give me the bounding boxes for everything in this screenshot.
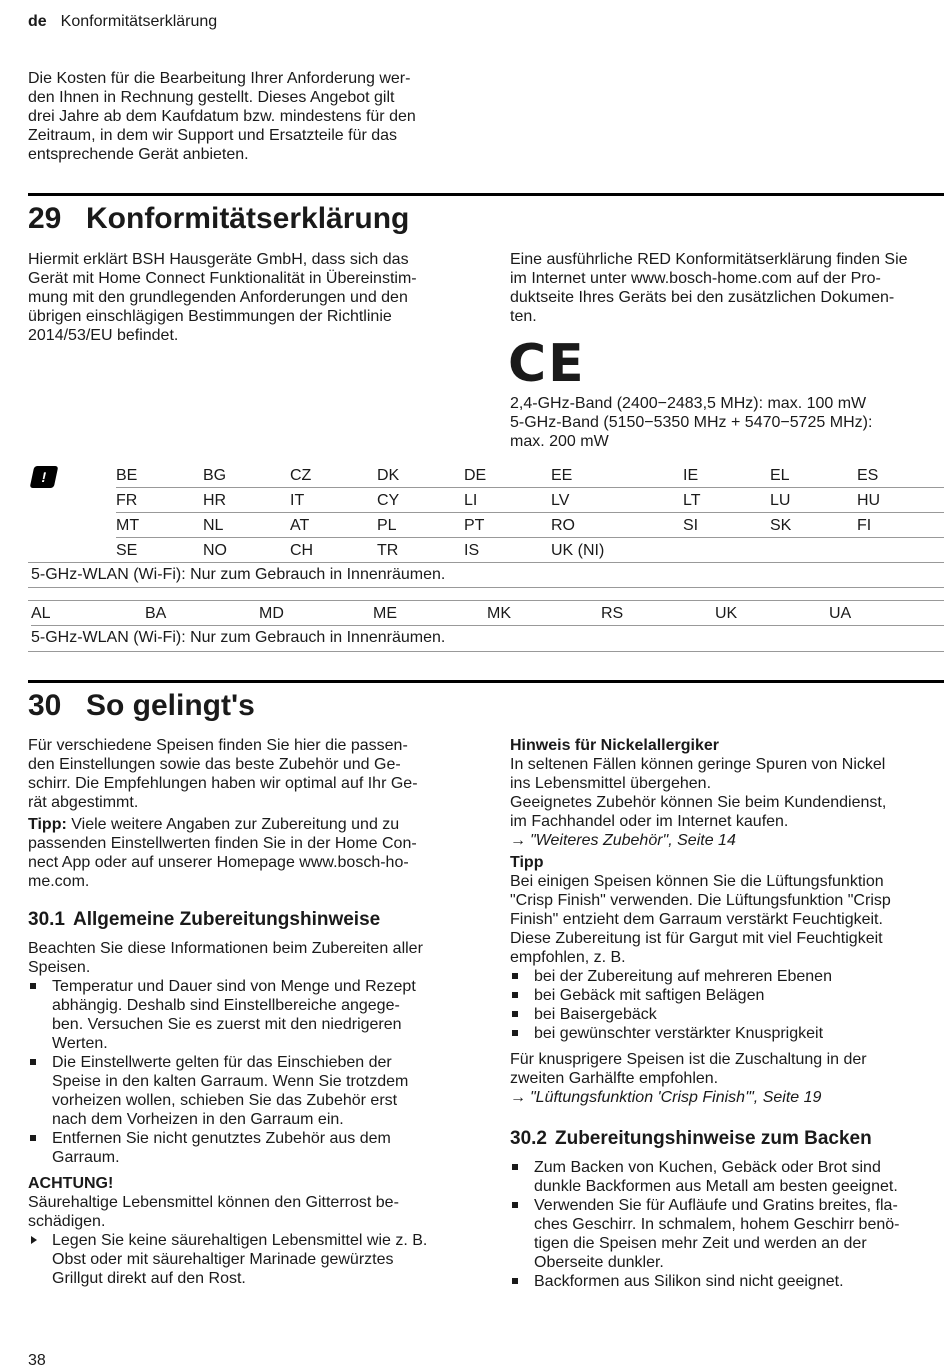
list-item xyxy=(28,977,468,1053)
text-line: Garraum. xyxy=(52,1149,120,1166)
country-code: TR xyxy=(377,541,399,559)
tip-heading: Tipp xyxy=(510,854,544,871)
section-rule xyxy=(28,680,944,683)
list-item xyxy=(510,1196,944,1272)
caution-label: ACHTUNG! xyxy=(28,1175,114,1192)
frequency-bands xyxy=(510,394,940,451)
conformity-right-text xyxy=(510,250,946,326)
text-line: Für knusprigere Speisen ist die Zuschaltung in der xyxy=(510,1051,867,1068)
text-line: Für verschiedene Speisen finden Sie hier die passen- xyxy=(28,737,408,754)
list-item xyxy=(28,1231,468,1288)
country-code: FR xyxy=(116,491,138,509)
country-code: PT xyxy=(464,516,485,534)
country-code: CZ xyxy=(290,466,312,484)
text-line: Grillgut direkt auf den Rost. xyxy=(52,1270,246,1287)
band-line: max. 200 mW xyxy=(510,433,609,450)
subsection-30-1-heading xyxy=(28,908,468,932)
sub1-intro xyxy=(28,939,468,977)
text-line: den Einstellungen sowie das beste Zubehör und Ge- xyxy=(28,756,401,773)
text-line: duktseite Ihres Geräts bei den zusätzlichen Dokumen- xyxy=(510,289,895,306)
text-line: übrigen einschlägigen Bestimmungen der Richtlinie xyxy=(28,308,392,325)
country-code: AT xyxy=(290,516,310,534)
country-code: MT xyxy=(116,516,140,534)
country-code: IE xyxy=(683,466,699,484)
country-code: EE xyxy=(551,466,573,484)
text-line: Speisen. xyxy=(28,959,91,976)
text-line: Speise in den kalten Garraum. Wenn Sie trotzdem xyxy=(52,1073,409,1090)
text-line: Geeignetes Zubehör können Sie beim Kundendienst, xyxy=(510,794,887,811)
country-code: NO xyxy=(203,541,227,559)
country-code: UK xyxy=(715,604,738,622)
text-line: Backformen aus Silikon sind nicht geeignet. xyxy=(534,1273,844,1290)
nickel-text xyxy=(510,755,944,831)
country-code: DK xyxy=(377,466,400,484)
text-line: "Crisp Finish" verwenden. Die Lüftungsfunktion "Crisp xyxy=(510,892,891,909)
text-line: Entfernen Sie nicht genutztes Zubehör aus dem xyxy=(52,1130,391,1147)
text-line: ten. xyxy=(510,308,537,325)
country-code: AL xyxy=(31,604,51,622)
country-code: MK xyxy=(487,604,511,622)
country-code: FI xyxy=(857,516,872,534)
country-code: DE xyxy=(464,466,487,484)
country-row xyxy=(116,463,944,488)
text-line: ches Geschirr. In schmalem, hohem Geschirr benö- xyxy=(534,1216,900,1233)
arrow-right-icon: → xyxy=(510,1089,526,1106)
subsection-title: Allgemeine Zubereitungshinweise xyxy=(72,909,381,930)
sub2-bullet-list xyxy=(510,1158,944,1291)
country-code: ES xyxy=(857,466,879,484)
list-item xyxy=(28,1129,468,1167)
country-code: EL xyxy=(770,466,790,484)
country-code: IT xyxy=(290,491,305,509)
text-line: schirr. Die Empfehlungen haben wir optimal auf Ihr Ge- xyxy=(28,775,418,792)
eu-wlan-note: 5-GHz-WLAN (Wi-Fi): Nur zum Gebrauch in Innenräumen. xyxy=(31,566,446,583)
country-code: LI xyxy=(464,491,478,509)
country-code: SK xyxy=(770,516,792,534)
cross-reference-link[interactable] xyxy=(510,831,944,850)
text-line: Finish" entzieht dem Garraum verstärkt Feuchtigkeit. xyxy=(510,911,883,928)
tip-bullet-list xyxy=(510,967,944,1043)
nickel-heading: Hinweis für Nickelallergiker xyxy=(510,737,719,754)
header-title: Konformitätserklärung xyxy=(60,13,218,30)
country-row xyxy=(116,538,944,563)
text-line: dunkle Backformen aus Metall am besten geeignet. xyxy=(534,1178,898,1195)
tip-text xyxy=(510,872,944,967)
caution-action-list xyxy=(28,1231,468,1288)
page-header xyxy=(28,12,217,31)
text-line: In seltenen Fällen können geringe Spuren von Nickel xyxy=(510,756,886,773)
text-line: Gerät mit Home Connect Funktionalität in Übereinstim- xyxy=(28,270,417,287)
text-line: rät abgestimmt. xyxy=(28,794,139,811)
country-code: PL xyxy=(377,516,397,534)
tip-paragraph xyxy=(28,815,468,891)
country-code: BG xyxy=(203,466,227,484)
country-code: BA xyxy=(145,604,167,622)
sub1-bullet-list xyxy=(28,977,468,1167)
text-line: empfohlen, z. B. xyxy=(510,949,626,966)
text-line: im Fachhandel oder im Internet kaufen. xyxy=(510,813,789,830)
language-code: de xyxy=(28,13,47,30)
section30-intro xyxy=(28,736,468,812)
section-title: So gelingt's xyxy=(86,689,255,722)
text-line: Beachten Sie diese Informationen beim Zubereiten aller xyxy=(28,940,423,957)
conformity-left-text xyxy=(28,250,468,345)
text-line: Verwenden Sie für Aufläufe und Gratins breites, fla- xyxy=(534,1197,898,1214)
text-line: nect App oder auf unserer Homepage www.bosch-ho- xyxy=(28,854,409,871)
country-code: HR xyxy=(203,491,227,509)
text-line: Obst oder mit säurehaltiger Marinade gewürztes xyxy=(52,1251,394,1268)
table-divider xyxy=(28,651,944,652)
text-line: Oberseite dunkler. xyxy=(534,1254,664,1271)
country-code: LT xyxy=(683,491,701,509)
text-line: zweiten Garhälfte empfohlen. xyxy=(510,1070,719,1087)
page-number: 38 xyxy=(28,1352,46,1369)
tip-after-text xyxy=(510,1050,944,1088)
text-line: schädigen. xyxy=(28,1213,106,1230)
text-line: Werten. xyxy=(52,1035,108,1052)
text-line: Die Einstellwerte gelten für das Einschieben der xyxy=(52,1054,392,1071)
country-code: IS xyxy=(464,541,480,559)
country-row xyxy=(31,601,944,626)
text-line: vorheizen wollen, schieben Sie das Zubehör erst xyxy=(52,1092,398,1109)
eu-country-table xyxy=(116,463,944,562)
text-line: im Internet unter www.bosch-home.com auf der Pro- xyxy=(510,270,881,287)
subsection-number: 30.2 xyxy=(510,1128,547,1149)
subsection-title: Zubereitungshinweise zum Backen xyxy=(554,1128,872,1149)
list-item xyxy=(510,1272,944,1291)
country-code: MD xyxy=(259,604,284,622)
table-divider xyxy=(28,562,944,563)
text-line: me.com. xyxy=(28,873,90,890)
text-line: Viele weitere Angaben zur Zubereitung und zu xyxy=(66,816,400,833)
country-code: CH xyxy=(290,541,314,559)
band-line: 5-GHz-Band (5150−5350 MHz + 5470−5725 MHz): xyxy=(510,414,873,431)
xref-text: "Lüftungsfunktion 'Crisp Finish'", Seite 19 xyxy=(530,1089,822,1106)
exclamation-warning-icon: ! xyxy=(30,466,59,488)
text-line: passenden Einstellwerten finden Sie in der Home Con- xyxy=(28,835,417,852)
list-item: bei Baisergebäck xyxy=(510,1005,944,1024)
other-country-table xyxy=(31,601,944,626)
country-code: LU xyxy=(770,491,791,509)
section-title: Konformitätserklärung xyxy=(86,202,410,235)
list-item xyxy=(510,1158,944,1196)
subsection-30-2-heading xyxy=(510,1127,944,1151)
text-line: Säurehaltige Lebensmittel können den Gitterrost be- xyxy=(28,1194,399,1211)
country-code: ME xyxy=(373,604,397,622)
list-item: bei der Zubereitung auf mehreren Ebenen xyxy=(510,967,944,986)
text-line: ben. Versuchen Sie es zuerst mit den niedrigeren xyxy=(52,1016,402,1033)
country-code: RO xyxy=(551,516,575,534)
section-number: 29 xyxy=(28,202,62,235)
country-row xyxy=(116,513,944,538)
country-code: HU xyxy=(857,491,881,509)
caution-text xyxy=(28,1193,468,1231)
country-code: UK (NI) xyxy=(551,541,605,559)
text-line: Temperatur und Dauer sind von Menge und Rezept xyxy=(52,978,416,995)
text-line: Hiermit erklärt BSH Hausgeräte GmbH, dass sich das xyxy=(28,251,409,268)
section-30-heading xyxy=(28,688,255,724)
text-line: abhängig. Deshalb sind Einstellbereiche angege- xyxy=(52,997,400,1014)
country-code: NL xyxy=(203,516,224,534)
country-code: SE xyxy=(116,541,138,559)
other-wlan-note: 5-GHz-WLAN (Wi-Fi): Nur zum Gebrauch in Innenräumen. xyxy=(31,629,446,646)
text-line: ins Lebensmittel übergehen. xyxy=(510,775,712,792)
left-column xyxy=(28,736,468,1288)
text-line: nach dem Vorheizen in den Garraum ein. xyxy=(52,1111,344,1128)
right-column xyxy=(510,736,944,1291)
country-code: BE xyxy=(116,466,138,484)
section-number: 30 xyxy=(28,689,62,722)
country-code: RS xyxy=(601,604,624,622)
text-line: Legen Sie keine säurehaltigen Lebensmittel wie z. B. xyxy=(52,1232,428,1249)
intro-line: entsprechende Gerät anbieten. xyxy=(28,146,249,163)
intro-line: drei Jahre ab dem Kaufdatum bzw. mindestens für den xyxy=(28,108,416,125)
ce-mark: CE xyxy=(508,334,586,394)
country-row xyxy=(116,488,944,513)
section-29-heading xyxy=(28,201,409,237)
intro-paragraph xyxy=(28,69,468,164)
country-code: CY xyxy=(377,491,400,509)
text-line: Diese Zubereitung ist für Gargut mit viel Feuchtigkeit xyxy=(510,930,883,947)
tip-label: Tipp: xyxy=(28,816,67,833)
arrow-right-icon: → xyxy=(510,832,526,849)
xref-text: "Weiteres Zubehör", Seite 14 xyxy=(530,832,736,849)
text-line: 2014/53/EU befindet. xyxy=(28,327,179,344)
text-line: Bei einigen Speisen können Sie die Lüftungsfunktion xyxy=(510,873,884,890)
text-line: Eine ausführliche RED Konformitätserklärung finden Sie xyxy=(510,251,908,268)
country-code: SI xyxy=(683,516,699,534)
intro-line: Zeitraum, in dem wir Support und Ersatzteile für das xyxy=(28,127,398,144)
list-item: bei Gebäck mit saftigen Belägen xyxy=(510,986,944,1005)
text-line: tigen die Speisen mehr Zeit und werden an der xyxy=(534,1235,867,1252)
section-rule xyxy=(28,193,944,196)
intro-line: den Ihnen in Rechnung gestellt. Dieses Angebot gilt xyxy=(28,89,395,106)
intro-line: Die Kosten für die Bearbeitung Ihrer Anforderung wer- xyxy=(28,70,411,87)
band-line: 2,4-GHz-Band (2400−2483,5 MHz): max. 100 mW xyxy=(510,395,867,412)
text-line: mung mit den grundlegenden Anforderungen und den xyxy=(28,289,408,306)
list-item xyxy=(28,1053,468,1129)
country-code: LV xyxy=(551,491,570,509)
table-divider xyxy=(28,587,944,588)
text-line: Zum Backen von Kuchen, Gebäck oder Brot sind xyxy=(534,1159,881,1176)
list-item: bei gewünschter verstärkter Knusprigkeit xyxy=(510,1024,944,1043)
subsection-number: 30.1 xyxy=(28,909,65,930)
cross-reference-link[interactable] xyxy=(510,1088,944,1107)
country-code: UA xyxy=(829,604,852,622)
